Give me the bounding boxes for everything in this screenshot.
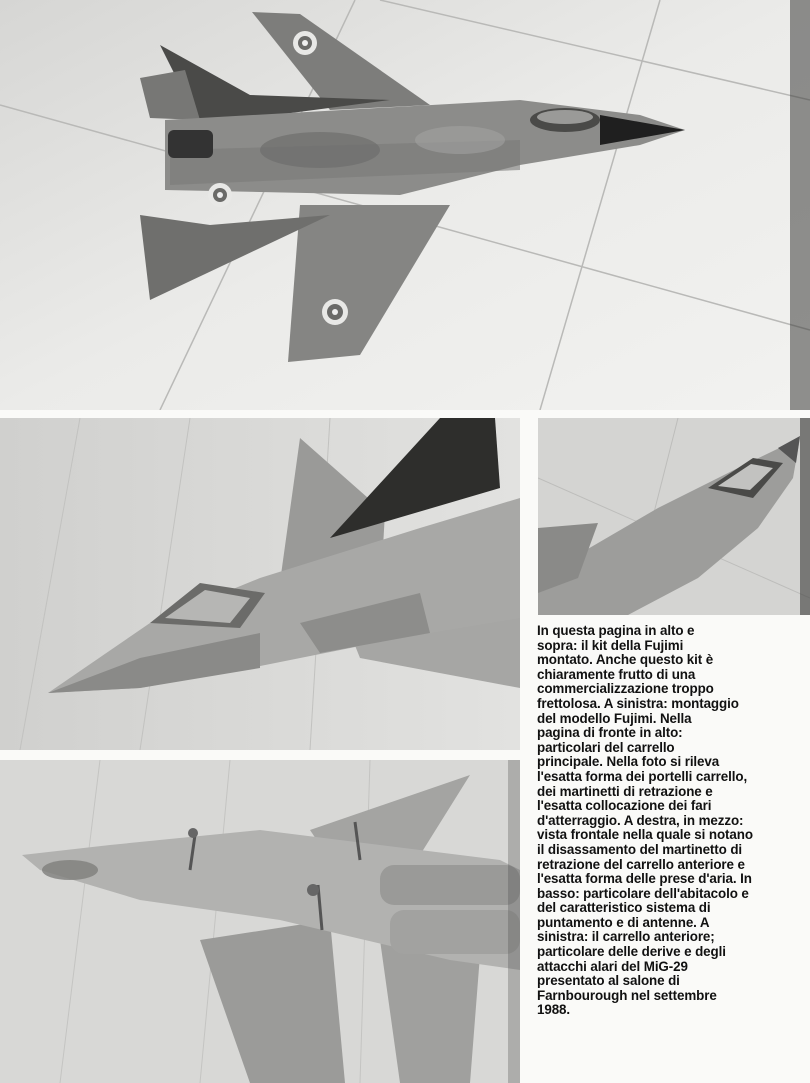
caption-line: chiaramente frutto di una [537,666,696,682]
caption-line: attacchi alari del MiG-29 [537,958,688,974]
caption-line: del caratteristico sistema di [537,900,711,916]
caption-line: Farnbourough nel settembre [537,987,717,1003]
caption-line: del modello Fujimi. Nella [537,710,692,726]
caption-line: retrazione del carrello anteriore e [537,856,745,872]
caption-line: d'atterraggio. A destra, in mezzo: [537,812,744,828]
caption-line: montato. Anche questo kit è [537,652,714,668]
caption-line: principale. Nella foto si rileva [537,754,720,770]
caption-line: particolare delle derive e degli [537,944,726,960]
caption-line: vista frontale nella quale si notano [537,827,753,843]
caption-line: l'esatta forma delle prese d'aria. In [537,871,752,887]
caption-line: sinistra: il carrello anteriore; [537,929,715,945]
model-cockpit-detail-photo [538,418,810,615]
caption-line: basso: particolare dell'abitacolo e [537,885,749,901]
caption-line: l'esatta collocazione dei fari [537,798,712,814]
caption-line: sopra: il kit della Fujimi [537,637,684,653]
caption-line: 1988. [537,1002,571,1018]
caption-line: dei martinetti di retrazione e [537,783,713,799]
caption-line: frettolosa. A sinistra: montaggio [537,695,739,711]
caption-line: l'esatta forma dei portelli carrello, [537,768,748,784]
model-front-left-view-photo [0,418,520,750]
caption-line: particolari del carrello [537,739,675,755]
model-top-view-photo [0,0,810,410]
caption-line: commercializzazione troppo [537,681,714,697]
model-underside-view-photo [0,760,520,1083]
caption-line: pagina di fronte in alto: [537,725,683,741]
caption-line: In questa pagina in alto e [537,623,695,638]
caption-line: puntamento e di antenne. A [537,914,710,930]
photo-caption [537,624,805,1018]
caption-line: il disassamento del martinetto di [537,841,743,857]
caption-line: presentato al salone di [537,973,680,989]
